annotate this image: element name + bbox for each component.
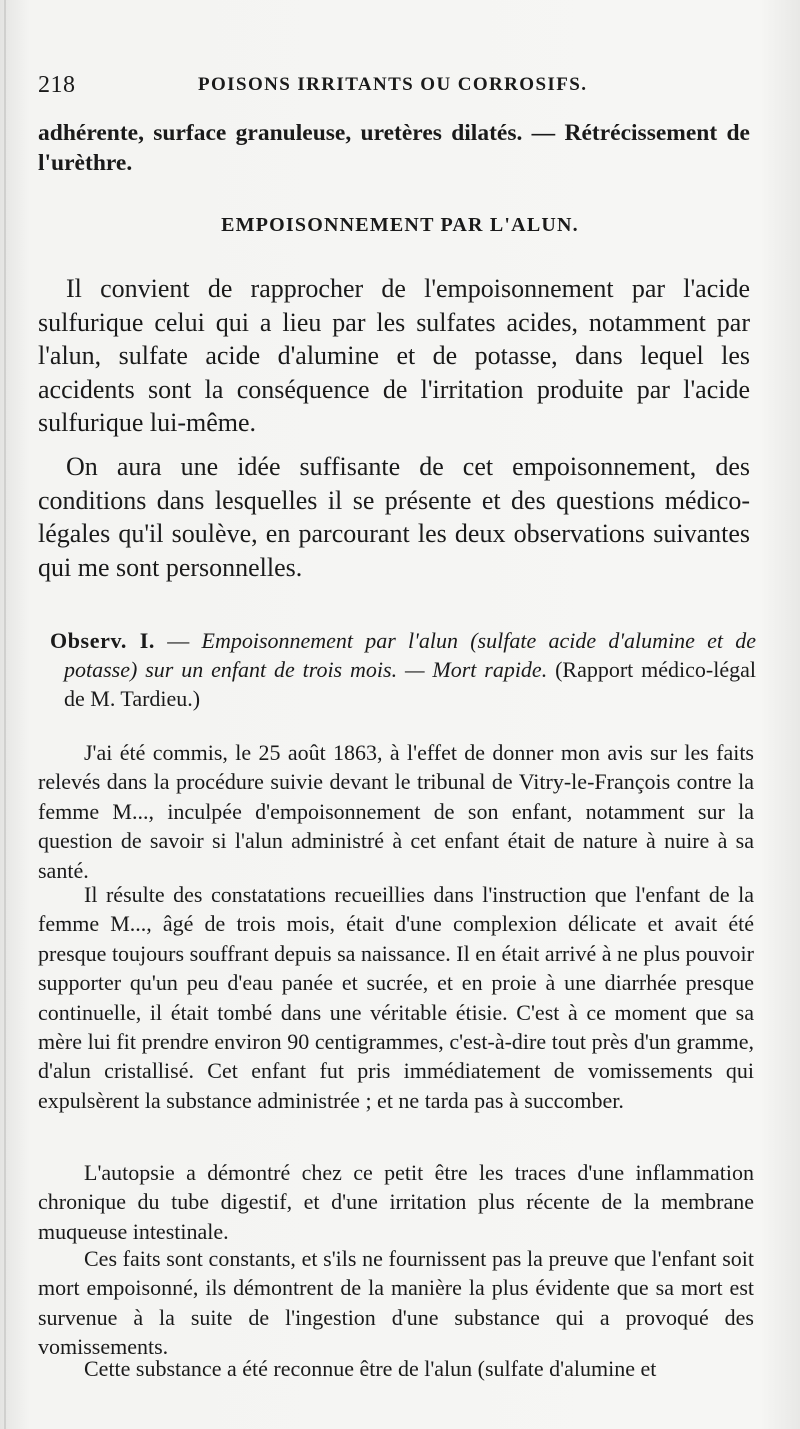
observation-source: (Rapport médico-légal de M. Tardieu.) — [64, 657, 756, 711]
observation-paragraph-1: J'ai été commis, le 25 août 1863, à l'effet de donner mon avis sur les faits relevés dans la procédure suivie devant le tribunal de Vitry-le-François contre la femme M..., inculpée d'empoisonnement de son enfant, notamment sur la question de savoir si l'alun administré à cet enfant était de nature à nuire à sa santé. — [38, 740, 754, 883]
observation-paragraph-2: Il résulte des constatations recueillies dans l'instruction que l'enfant de la femme M..., âgé de trois mois, était d'une complexion délicate et avait été presque toujours souffrant depuis sa naissance. Il en était arrivé à ne plus pouvoir supporter qu'un peu d'eau panée et sucrée, et en proie à une diarrhée presque continuelle, il était tombé dans une véritable étisie. C'est à ce moment que sa mère lui fit prendre environ 90 centigrammes, c'est-à-dire tout près d'un gramme, d'alun cristallisé. Cet enfant fut pris immédiatement de vomissements qui expulsèrent la substance administrée ; et ne tarda pas à succomber. — [38, 882, 754, 1113]
running-head: POISONS IRRITANTS OU CORROSIFS. — [198, 74, 588, 95]
continued-text: adhérente, surface granuleuse, uretères dilatés. — Rétrécissement de l'urèthre. — [38, 120, 750, 176]
observation-paragraph-5: Cette substance a été reconnue être de l'alun (sulfate d'alumine et — [84, 1356, 657, 1381]
page-number: 218 — [38, 72, 76, 98]
observation-dash: — — [155, 628, 202, 653]
observation-label: Observ. I. — [50, 628, 156, 653]
section-title: EMPOISONNEMENT PAR L'ALUN. — [221, 214, 579, 236]
observation-paragraph-4: Ces faits sont constants, et s'ils ne fournissent pas la preuve que l'enfant soit mort empoisonné, ils démontrent de la manière la plus évidente que sa mort est survenue à la suite de l'ingestion d'une substance qui a provoqué des vomissements. — [38, 1246, 754, 1360]
observation-title: Empoisonnement par l'alun (sulfate acide d'alumine et de potasse) sur un enfant de trois mois. — Mort rapide. — [64, 628, 757, 682]
observation-heading — [50, 626, 756, 713]
observation-paragraph-3: L'autopsie a démontré chez ce petit être les traces d'une inflammation chronique du tube digestif, et d'une irritation plus récente de la membrane muqueuse intestinale. — [38, 1160, 754, 1244]
intro-paragraph-1: Il convient de rapprocher de l'empoisonnement par l'acide sulfurique celui qui a lieu par les sulfates acides, notamment par l'alun, sulfate acide d'alumine et de potasse, dans lequel les accidents sont la conséquence de l'irritation produite par l'acide sulfurique lui-même. — [38, 274, 750, 437]
page-header — [38, 72, 758, 104]
intro-paragraph-2: On aura une idée suffisante de cet empoisonnement, des conditions dans lesquelles il se présente et des questions médico-légales qu'il soulève, en parcourant les deux observations suivantes qui me sont personnelles. — [38, 452, 750, 582]
